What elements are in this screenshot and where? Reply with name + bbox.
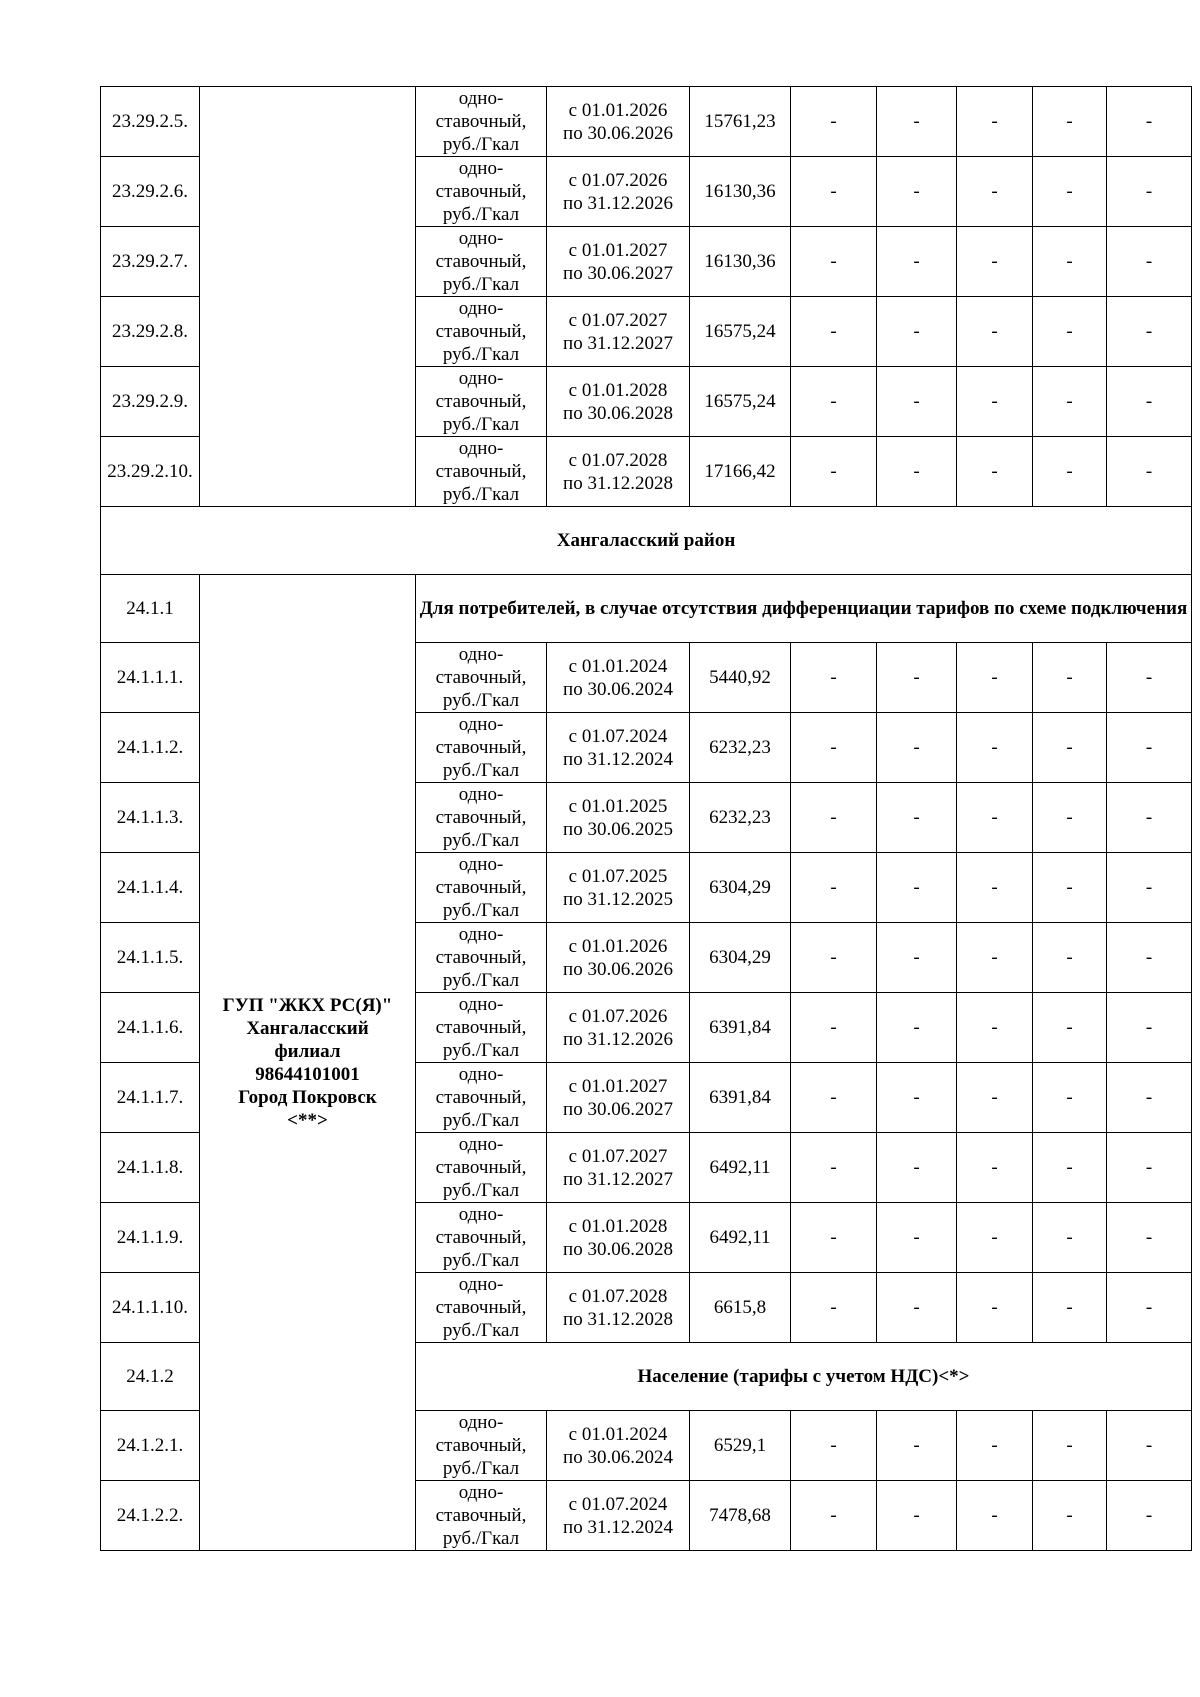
period-cell [547,1273,690,1343]
empty-value-cell: - [791,87,877,157]
rate-type-cell [416,993,547,1063]
row-number-cell: 24.1.1.9. [101,1203,200,1273]
empty-value-cell: - [1107,993,1192,1063]
rate-type-line: одно- [458,924,504,945]
empty-value-cell: - [1033,157,1107,227]
empty-value-cell: - [1107,297,1192,367]
rate-type-line: ставочный, [435,1297,527,1318]
group-header-row [101,575,1192,643]
rate-type-line: руб./Гкал [442,760,520,781]
rate-type-line: ставочный, [435,181,527,202]
empty-value-cell: - [957,1133,1033,1203]
empty-value-cell: - [1033,1063,1107,1133]
empty-value-cell: - [791,923,877,993]
rate-type-line: одно- [458,714,504,735]
period-from: с 01.07.2028 [568,449,668,471]
rate-type-line: руб./Гкал [442,1458,520,1479]
period-from: с 01.01.2026 [568,99,668,121]
period-to: по 30.06.2024 [563,1446,673,1468]
empty-value-cell: - [1033,853,1107,923]
rate-type-line: ставочный, [435,251,527,272]
period-cell [547,713,690,783]
empty-value-cell: - [1107,783,1192,853]
rate-type-cell [416,437,547,507]
empty-value-cell: - [877,1203,957,1273]
period-to: по 30.06.2027 [563,262,673,284]
row-number-cell: 24.1.1.7. [101,1063,200,1133]
period-from: с 01.07.2028 [568,1285,668,1307]
rate-type-line: одно- [458,438,504,459]
row-number-cell: 24.1.2.1. [101,1411,200,1481]
empty-value-cell: - [877,1063,957,1133]
empty-value-cell: - [791,993,877,1063]
rate-type-line: руб./Гкал [442,1040,520,1061]
empty-value-cell: - [877,1273,957,1343]
organization-line: <**> [287,1109,328,1131]
empty-value-cell: - [877,157,957,227]
rate-type-cell [416,713,547,783]
period-cell [547,367,690,437]
rate-type-line: одно- [458,994,504,1015]
empty-value-cell: - [877,1411,957,1481]
rate-type-line: ставочный, [435,1435,527,1456]
period-cell [547,993,690,1063]
row-number-cell: 24.1.1.5. [101,923,200,993]
empty-value-cell: - [791,157,877,227]
period-cell [547,1063,690,1133]
period-to: по 30.06.2024 [563,678,673,700]
organization-line: Хангаласский [246,1017,369,1039]
rate-type-line: руб./Гкал [442,484,520,505]
period-cell [547,923,690,993]
empty-value-cell: - [1033,1203,1107,1273]
rate-type-line: одно- [458,644,504,665]
rate-type-line: одно- [458,854,504,875]
empty-value-cell: - [877,297,957,367]
empty-value-cell: - [957,1203,1033,1273]
rate-type-line: ставочный, [435,1227,527,1248]
period-from: с 01.07.2027 [568,309,668,331]
period-to: по 30.06.2028 [563,1238,673,1260]
empty-value-cell: - [1107,1203,1192,1273]
group-number-cell: 24.1.1 [101,575,200,643]
empty-value-cell: - [1033,923,1107,993]
organization-cell [200,87,416,507]
row-number-cell: 23.29.2.6. [101,157,200,227]
region-row [101,507,1192,575]
period-from: с 01.07.2024 [568,725,668,747]
rate-type-line: ставочный, [435,667,527,688]
tariff-value-cell: 6391,84 [690,993,791,1063]
tariff-value-cell: 16575,24 [690,367,791,437]
rate-type-line: одно- [458,228,504,249]
rate-type-cell [416,297,547,367]
empty-value-cell: - [1033,993,1107,1063]
rate-type-line: руб./Гкал [442,830,520,851]
rate-type-cell [416,1411,547,1481]
empty-value-cell: - [791,227,877,297]
rate-type-line: одно- [458,298,504,319]
rate-type-cell [416,783,547,853]
empty-value-cell: - [1033,437,1107,507]
tariff-value-cell: 6492,11 [690,1133,791,1203]
rate-type-line: руб./Гкал [442,1180,520,1201]
period-from: с 01.07.2024 [568,1493,668,1515]
period-cell [547,1411,690,1481]
empty-value-cell: - [957,1063,1033,1133]
empty-value-cell: - [877,853,957,923]
period-to: по 31.12.2026 [563,192,673,214]
empty-value-cell: - [957,87,1033,157]
rate-type-line: руб./Гкал [442,970,520,991]
period-from: с 01.01.2026 [568,935,668,957]
tariff-value-cell: 6492,11 [690,1203,791,1273]
row-number-cell: 23.29.2.10. [101,437,200,507]
empty-value-cell: - [957,993,1033,1063]
row-number-cell: 24.1.1.4. [101,853,200,923]
empty-value-cell: - [1033,713,1107,783]
period-to: по 30.06.2026 [563,958,673,980]
period-from: с 01.01.2028 [568,1215,668,1237]
empty-value-cell: - [877,993,957,1063]
empty-value-cell: - [957,1411,1033,1481]
empty-value-cell: - [877,713,957,783]
empty-value-cell: - [957,297,1033,367]
period-cell [547,227,690,297]
period-to: по 30.06.2027 [563,1098,673,1120]
rate-type-line: ставочный, [435,321,527,342]
empty-value-cell: - [1033,367,1107,437]
rate-type-line: одно- [458,1482,504,1503]
period-cell [547,87,690,157]
empty-value-cell: - [957,923,1033,993]
empty-value-cell: - [791,853,877,923]
rate-type-cell [416,87,547,157]
empty-value-cell: - [1107,1481,1192,1551]
period-cell [547,643,690,713]
period-from: с 01.07.2026 [568,169,668,191]
rate-type-line: руб./Гкал [442,1110,520,1131]
rate-type-line: ставочный, [435,461,527,482]
rate-type-line: руб./Гкал [442,1320,520,1341]
empty-value-cell: - [877,783,957,853]
empty-value-cell: - [877,1133,957,1203]
period-from: с 01.01.2028 [568,379,668,401]
empty-value-cell: - [791,437,877,507]
empty-value-cell: - [957,643,1033,713]
period-from: с 01.01.2027 [568,1075,668,1097]
tariff-value-cell: 6304,29 [690,853,791,923]
empty-value-cell: - [877,643,957,713]
rate-type-cell [416,1203,547,1273]
period-to: по 31.12.2027 [563,1168,673,1190]
rate-type-line: ставочный, [435,111,527,132]
period-to: по 31.12.2024 [563,1516,673,1538]
period-to: по 31.12.2026 [563,1028,673,1050]
rate-type-cell [416,1133,547,1203]
rate-type-line: руб./Гкал [442,900,520,921]
empty-value-cell: - [1107,437,1192,507]
empty-value-cell: - [1107,1411,1192,1481]
empty-value-cell: - [1033,227,1107,297]
empty-value-cell: - [791,1411,877,1481]
row-number-cell: 24.1.1.1. [101,643,200,713]
rate-type-line: одно- [458,88,504,109]
organization-line: Город Покровск [238,1086,377,1108]
group-title: Для потребителей, в случае отсутствия дифференциации тарифов по схеме подключения [416,575,1192,643]
row-number-cell: 23.29.2.7. [101,227,200,297]
empty-value-cell: - [957,1273,1033,1343]
empty-value-cell: - [1033,1273,1107,1343]
empty-value-cell: - [957,783,1033,853]
rate-type-line: руб./Гкал [442,134,520,155]
row-number-cell: 24.1.1.3. [101,783,200,853]
period-from: с 01.01.2025 [568,795,668,817]
rate-type-line: ставочный, [435,1505,527,1526]
tariff-value-cell: 16130,36 [690,157,791,227]
empty-value-cell: - [1107,87,1192,157]
organization-line: ГУП "ЖКХ РС(Я)" [222,994,393,1016]
empty-value-cell: - [957,1481,1033,1551]
group-title: Население (тарифы с учетом НДС)<*> [416,1343,1192,1411]
tariff-value-cell: 6615,8 [690,1273,791,1343]
rate-type-line: ставочный, [435,1017,527,1038]
row-number-cell: 24.1.1.8. [101,1133,200,1203]
empty-value-cell: - [791,1133,877,1203]
rate-type-line: ставочный, [435,391,527,412]
row-number-cell: 24.1.1.6. [101,993,200,1063]
rate-type-line: ставочный, [435,807,527,828]
period-from: с 01.07.2026 [568,1005,668,1027]
empty-value-cell: - [957,367,1033,437]
empty-value-cell: - [1107,643,1192,713]
tariff-value-cell: 6529,1 [690,1411,791,1481]
empty-value-cell: - [791,783,877,853]
empty-value-cell: - [791,1273,877,1343]
tariff-value-cell: 7478,68 [690,1481,791,1551]
tariff-value-cell: 17166,42 [690,437,791,507]
rate-type-line: одно- [458,1204,504,1225]
row-number-cell: 24.1.1.2. [101,713,200,783]
tariff-value-cell: 15761,23 [690,87,791,157]
empty-value-cell: - [1033,643,1107,713]
empty-value-cell: - [957,227,1033,297]
period-cell [547,437,690,507]
period-cell [547,157,690,227]
tariff-value-cell: 16575,24 [690,297,791,367]
empty-value-cell: - [791,643,877,713]
organization-line: 98644101001 [255,1063,360,1085]
empty-value-cell: - [1107,853,1192,923]
rate-type-cell [416,1481,547,1551]
rate-type-cell [416,923,547,993]
rate-type-line: ставочный, [435,1087,527,1108]
period-cell [547,853,690,923]
rate-type-line: одно- [458,158,504,179]
rate-type-cell [416,1063,547,1133]
rate-type-line: руб./Гкал [442,1250,520,1271]
rate-type-cell [416,853,547,923]
tariff-value-cell: 16130,36 [690,227,791,297]
tariff-value-cell: 6232,23 [690,713,791,783]
rate-type-line: одно- [458,1412,504,1433]
row-number-cell: 23.29.2.9. [101,367,200,437]
empty-value-cell: - [1033,1481,1107,1551]
empty-value-cell: - [1033,297,1107,367]
period-to: по 31.12.2028 [563,472,673,494]
rate-type-line: ставочный, [435,877,527,898]
empty-value-cell: - [877,923,957,993]
period-to: по 31.12.2027 [563,332,673,354]
period-to: по 31.12.2024 [563,748,673,770]
period-from: с 01.01.2024 [568,655,668,677]
empty-value-cell: - [957,713,1033,783]
region-title: Хангаласский район [101,507,1192,575]
period-cell [547,1203,690,1273]
empty-value-cell: - [957,437,1033,507]
empty-value-cell: - [877,227,957,297]
empty-value-cell: - [1107,1133,1192,1203]
rate-type-line: руб./Гкал [442,414,520,435]
empty-value-cell: - [1033,1133,1107,1203]
organization-line: филиал [274,1040,341,1062]
tariff-table [100,86,1192,1551]
empty-value-cell: - [877,437,957,507]
period-cell [547,297,690,367]
rate-type-line: руб./Гкал [442,274,520,295]
tariff-value-cell: 6232,23 [690,783,791,853]
empty-value-cell: - [1107,1273,1192,1343]
empty-value-cell: - [1033,1411,1107,1481]
empty-value-cell: - [957,157,1033,227]
rate-type-line: ставочный, [435,737,527,758]
empty-value-cell: - [791,1063,877,1133]
empty-value-cell: - [877,87,957,157]
rate-type-line: одно- [458,1134,504,1155]
rate-type-line: ставочный, [435,947,527,968]
period-cell [547,1481,690,1551]
empty-value-cell: - [957,853,1033,923]
rate-type-line: руб./Гкал [442,204,520,225]
period-from: с 01.01.2024 [568,1423,668,1445]
empty-value-cell: - [1107,227,1192,297]
period-cell [547,1133,690,1203]
period-to: по 31.12.2025 [563,888,673,910]
period-from: с 01.01.2027 [568,239,668,261]
period-to: по 31.12.2028 [563,1308,673,1330]
period-to: по 30.06.2026 [563,122,673,144]
empty-value-cell: - [791,1481,877,1551]
period-cell [547,783,690,853]
rate-type-line: ставочный, [435,1157,527,1178]
row-number-cell: 24.1.2.2. [101,1481,200,1551]
period-to: по 30.06.2028 [563,402,673,424]
empty-value-cell: - [791,713,877,783]
rate-type-line: руб./Гкал [442,344,520,365]
group-number-cell: 24.1.2 [101,1343,200,1411]
table-row [101,87,1192,157]
row-number-cell: 23.29.2.8. [101,297,200,367]
period-from: с 01.07.2025 [568,865,668,887]
rate-type-cell [416,643,547,713]
empty-value-cell: - [1033,87,1107,157]
empty-value-cell: - [877,1481,957,1551]
tariff-value-cell: 6391,84 [690,1063,791,1133]
empty-value-cell: - [791,1203,877,1273]
empty-value-cell: - [1107,157,1192,227]
empty-value-cell: - [1107,923,1192,993]
rate-type-cell [416,157,547,227]
period-from: с 01.07.2027 [568,1145,668,1167]
tariff-value-cell: 5440,92 [690,643,791,713]
rate-type-line: одно- [458,784,504,805]
organization-cell [200,575,416,1551]
row-number-cell: 23.29.2.5. [101,87,200,157]
rate-type-line: одно- [458,1274,504,1295]
empty-value-cell: - [791,297,877,367]
empty-value-cell: - [1107,1063,1192,1133]
empty-value-cell: - [877,367,957,437]
rate-type-line: одно- [458,1064,504,1085]
rate-type-line: одно- [458,368,504,389]
rate-type-line: руб./Гкал [442,1528,520,1549]
tariff-value-cell: 6304,29 [690,923,791,993]
empty-value-cell: - [1033,783,1107,853]
period-to: по 30.06.2025 [563,818,673,840]
empty-value-cell: - [791,367,877,437]
row-number-cell: 24.1.1.10. [101,1273,200,1343]
empty-value-cell: - [1107,367,1192,437]
rate-type-cell [416,227,547,297]
rate-type-cell [416,1273,547,1343]
rate-type-cell [416,367,547,437]
tariff-table-body [101,87,1192,1551]
rate-type-line: руб./Гкал [442,690,520,711]
empty-value-cell: - [1107,713,1192,783]
